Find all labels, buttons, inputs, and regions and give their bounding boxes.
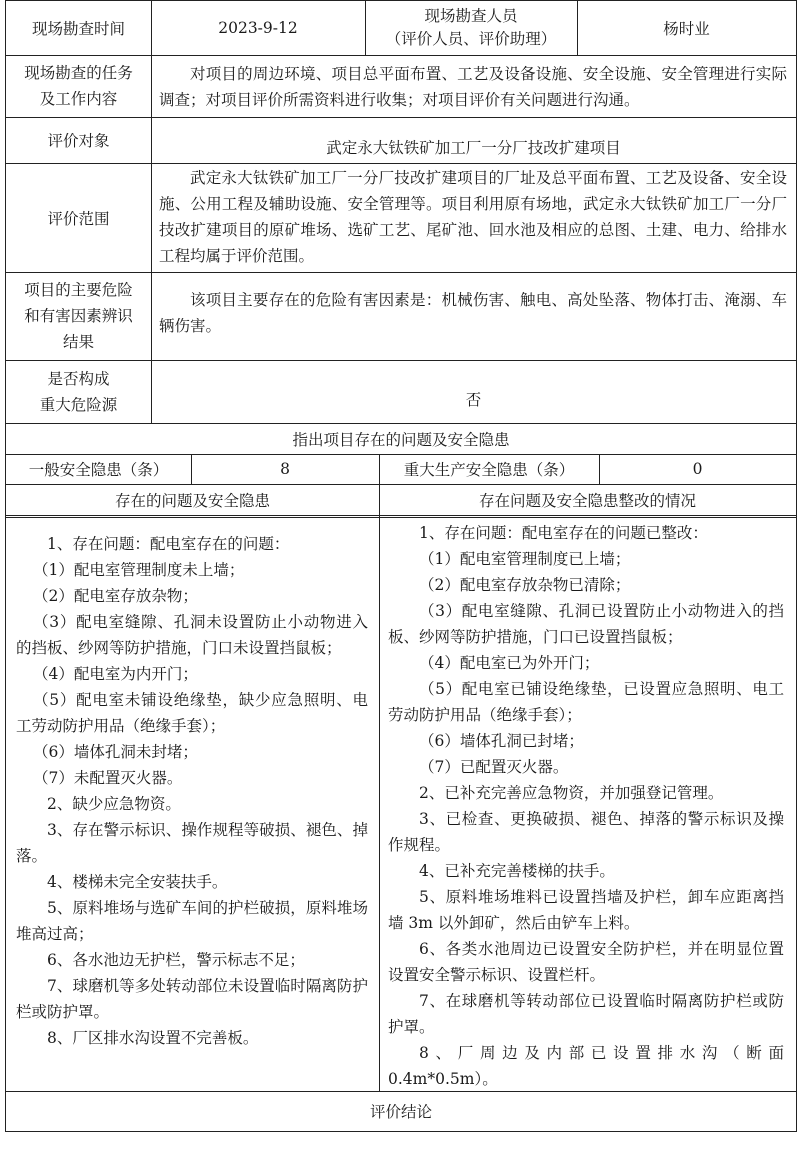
section-title: 指出项目存在的问题及安全隐患 — [292, 430, 510, 449]
major-hazard-value: 否 — [465, 390, 482, 409]
staff-label — [365, 1, 577, 55]
hazards-content: 该项目主要存在的危险有害因素是：机械伤害、触电、高处坠落、物体打击、淹溺、车辆伤害。 — [159, 291, 787, 335]
general-hazard-count-value: 8 — [280, 460, 290, 478]
object-label: 评价对象 — [47, 132, 110, 150]
list-item: （1）配电室管理制度已上墙； — [419, 550, 631, 568]
list-item: （7）未配置灭火器。 — [33, 769, 183, 787]
staff-value: 杨时业 — [663, 20, 710, 38]
double-row-divider — [6, 515, 796, 518]
list-item: 1、存在问题：配电室存在的问题已整改： — [419, 524, 708, 542]
list-item: 1、存在问题：配电室存在的问题： — [47, 535, 290, 553]
rectifications-header: 存在问题及安全隐患整改的情况 — [478, 491, 696, 510]
list-item: 2、已补充完善应急物资，并加强登记管理。 — [419, 784, 724, 802]
list-item: （5）配电室未铺设绝缘垫，缺少应急照明、电工劳动防护用品（绝缘手套）； — [16, 691, 368, 735]
list-item: 5、原料堆场堆料已设置挡墙及护栏，卸车应距离挡墙 3m 以外卸矿，然后由铲车上料。 — [388, 888, 784, 932]
assessment-table — [5, 0, 797, 1132]
list-item: （3）配电室缝隙、孔洞已设置防止小动物进入的挡板、纱网等防护措施，门口已设置挡鼠板； — [388, 602, 784, 646]
hazards-label — [6, 272, 151, 360]
list-item: （2）配电室存放杂物已清除； — [419, 576, 631, 594]
list-item: （4）配电室已为外开门； — [419, 654, 600, 672]
time-label: 现场勘查时间 — [31, 20, 125, 38]
hazards-label-line3: 结果 — [62, 333, 94, 351]
staff-label-line2: （评价人员、评价助理） — [385, 30, 557, 48]
task-label-line2: 及工作内容 — [39, 90, 118, 108]
list-item: 8、厂周边及内部已设置排水沟（断面 0.4m*0.5m）。 — [388, 1044, 784, 1088]
hazards-label-line1: 项目的主要危险 — [24, 281, 133, 299]
time-value: 2023-9-12 — [218, 19, 298, 37]
general-hazard-count-label: 一般安全隐患（条） — [28, 461, 169, 479]
list-item: 5、原料堆场与选矿车间的护栏破损，原料堆场堆高过高； — [16, 899, 368, 943]
list-item: 6、各水池边无护栏，警示标志不足； — [47, 951, 305, 969]
list-item: 4、已补充完善楼梯的扶手。 — [419, 862, 615, 880]
task-label — [6, 55, 151, 117]
list-item: （3）配电室缝隙、孔洞未设置防止小动物进入的挡板、纱网等防护措施，门口未设置挡鼠板； — [16, 613, 368, 657]
list-item: （4）配电室为内开门； — [33, 665, 198, 683]
conclusion-label: 评价结论 — [369, 1103, 432, 1121]
object-content: 武定永大钛铁矿加工厂一分厂技改扩建项目 — [326, 139, 621, 157]
major-hazard-count-label: 重大生产安全隐患（条） — [403, 461, 575, 479]
major-hazard-count-value: 0 — [692, 460, 703, 478]
list-item: 8、厂区排水沟设置不完善板。 — [47, 1029, 259, 1047]
list-item: （6）墙体孔洞未封堵； — [33, 743, 198, 761]
list-item: （6）墙体孔洞已封堵； — [419, 732, 584, 750]
problems-list — [16, 531, 368, 1051]
list-item: （7）已配置灭火器。 — [419, 758, 569, 776]
staff-label-line1: 现场勘查人员 — [424, 7, 518, 25]
list-item: （1）配电室管理制度未上墙； — [33, 561, 245, 579]
list-item: 7、球磨机等多处转动部位未设置临时隔离防护栏或防护罩。 — [16, 977, 368, 1021]
scope-label: 评价范围 — [47, 209, 110, 228]
list-item: 3、存在警示标识、操作规程等破损、褪色、掉落。 — [16, 821, 368, 865]
list-item: 3、已检查、更换破损、褪色、掉落的警示标识及操作规程。 — [388, 810, 784, 854]
scope-content: 武定永大钛铁矿加工厂一分厂技改扩建项目的厂址及总平面布置、工艺及设备、安全设施、公用工程及辅助设施、安全管理等。项目利用原有场地，武定永大钛铁矿加工厂一分厂技改扩建项目的原矿堆场、选矿工艺、尾矿池、回水池及相应的总图、土建、电力、给排水工程均属于评价范围。 — [159, 169, 787, 265]
task-label-line1: 现场勘查的任务 — [24, 64, 133, 82]
col-divider — [379, 454, 380, 1091]
problems-header: 存在的问题及安全隐患 — [114, 491, 270, 510]
col-divider — [151, 55, 152, 423]
list-item: （5）配电室已铺设绝缘垫，已设置应急照明、电工劳动防护用品（绝缘手套）； — [388, 680, 784, 724]
major-hazard-label — [6, 360, 151, 423]
list-item: 7、在球磨机等转动部位已设置临时隔离防护栏或防护罩。 — [388, 992, 784, 1036]
list-item: 2、缺少应急物资。 — [47, 795, 181, 813]
major-hazard-label-line1: 是否构成 — [47, 369, 110, 388]
hazards-label-line2: 和有害因素辨识 — [24, 307, 133, 325]
major-hazard-label-line2: 重大危险源 — [39, 395, 118, 414]
list-item: 6、各类水池周边已设置安全防护栏，并在明显位置设置安全警示标识、设置栏杆。 — [388, 940, 784, 984]
task-content: 对项目的周边环境、项目总平面布置、工艺及设备设施、安全设施、安全管理进行实际调查；对项目评价所需资料进行收集；对项目评价有关问题进行沟通。 — [159, 65, 787, 109]
list-item: 4、楼梯未完全安装扶手。 — [47, 873, 228, 891]
rectifications-list — [388, 520, 784, 1092]
list-item: （2）配电室存放杂物； — [33, 587, 198, 605]
